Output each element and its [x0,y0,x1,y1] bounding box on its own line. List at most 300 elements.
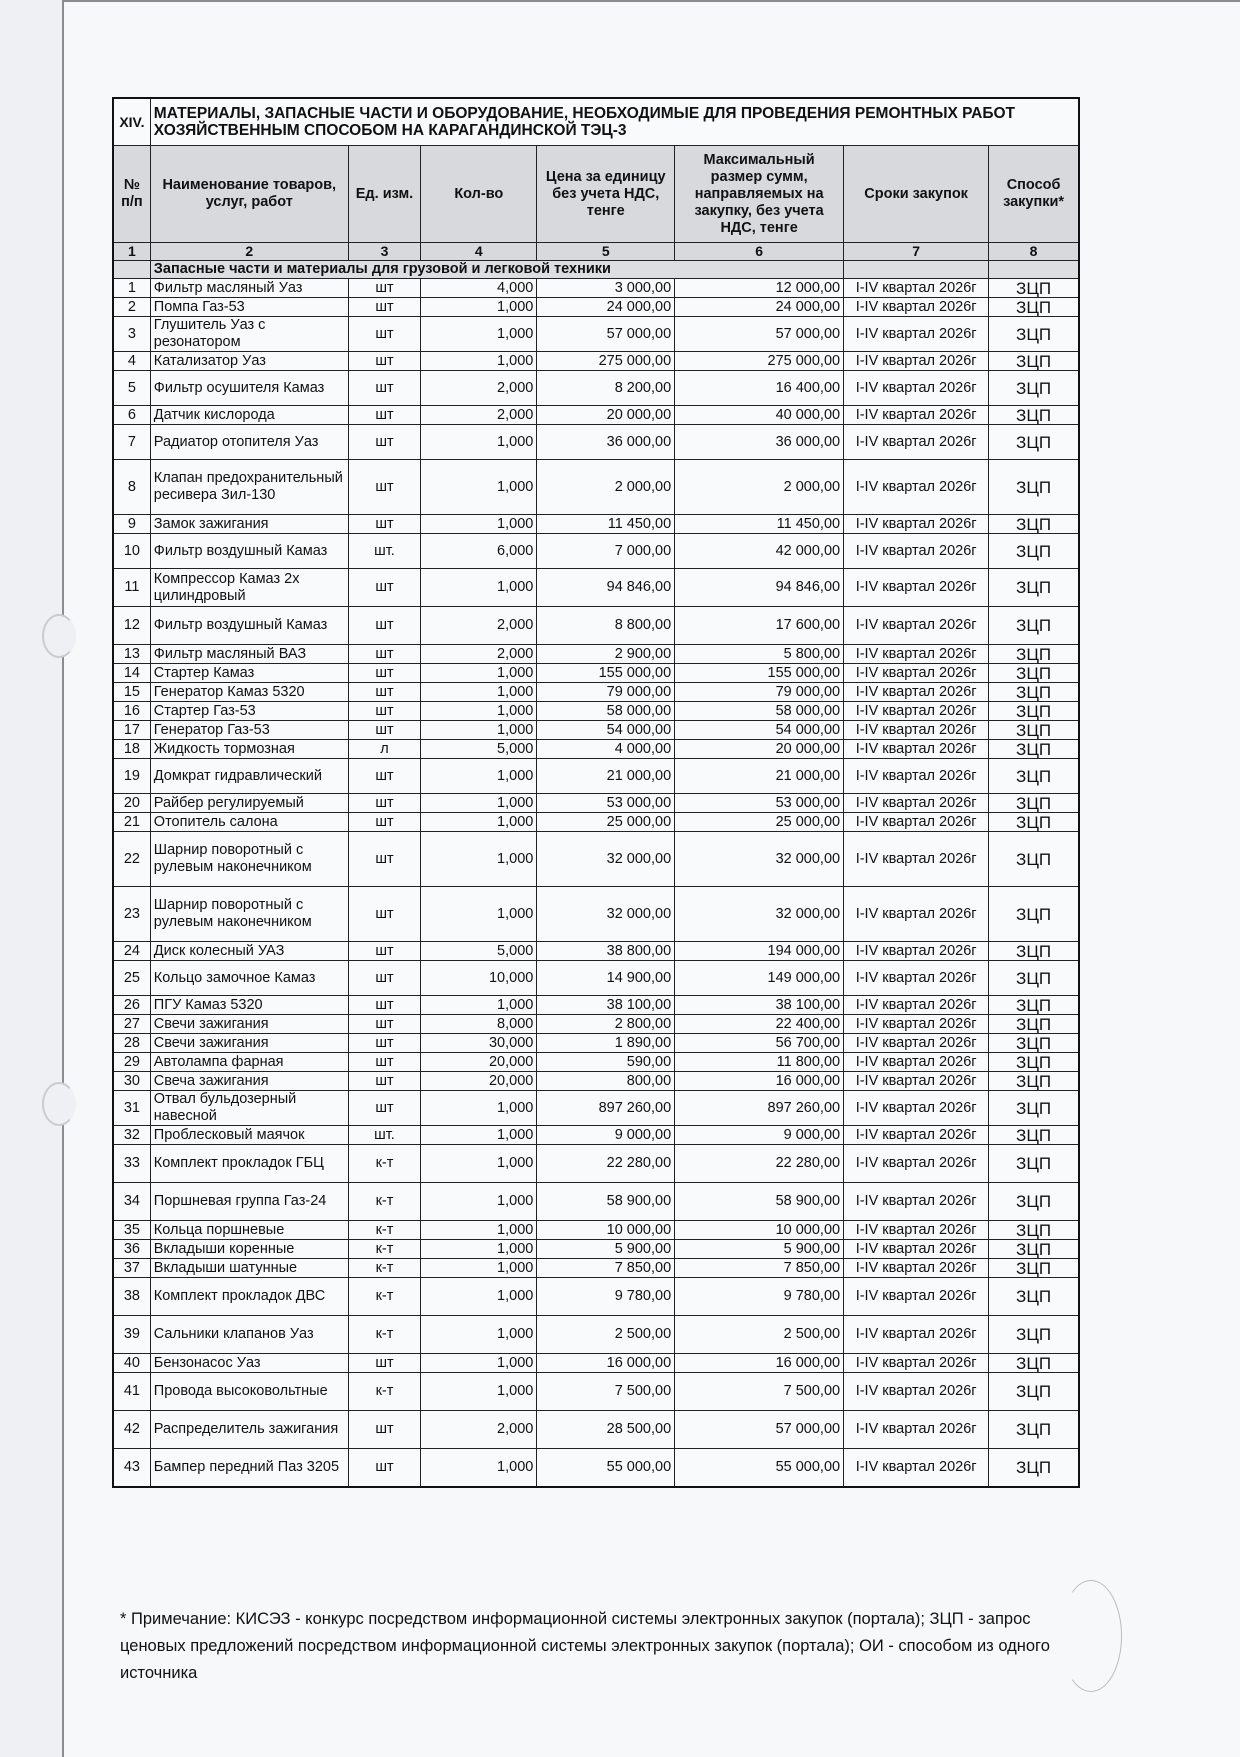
procurement-term: I-IV квартал 2026г [844,1354,989,1373]
unit: шт [348,317,421,352]
row-number: 17 [113,721,150,740]
unit-price: 8 200,00 [537,371,675,406]
item-name: Замок зажигания [150,515,348,534]
unit: шт [348,832,421,887]
procurement-method: ЗЦП [989,1015,1079,1034]
max-sum: 11 800,00 [675,1053,844,1072]
col-header-max-sum: Максимальный размер сумм, направляемых на закупку, без учета НДС, тенге [675,146,844,243]
unit: шт [348,759,421,794]
item-name: Поршневая группа Газ-24 [150,1183,348,1221]
row-number: 42 [113,1411,150,1449]
item-name: Датчик кислорода [150,406,348,425]
procurement-term: I-IV квартал 2026г [844,317,989,352]
item-name: Фильтр масляный ВАЗ [150,645,348,664]
col-index: 4 [421,243,537,261]
table-row [113,740,1079,759]
unit: шт [348,794,421,813]
table-row [113,1126,1079,1145]
procurement-term: I-IV квартал 2026г [844,942,989,961]
procurement-term: I-IV квартал 2026г [844,515,989,534]
quantity: 1,000 [421,298,537,317]
unit-price: 58 900,00 [537,1183,675,1221]
quantity: 1,000 [421,996,537,1015]
row-number: 2 [113,298,150,317]
unit: шт [348,569,421,607]
table-row [113,942,1079,961]
procurement-term: I-IV квартал 2026г [844,721,989,740]
procurement-term: I-IV квартал 2026г [844,1126,989,1145]
row-number: 22 [113,832,150,887]
procurement-method: ЗЦП [989,317,1079,352]
item-name: Комплект прокладок ГБЦ [150,1145,348,1183]
max-sum: 16 000,00 [675,1354,844,1373]
row-number: 11 [113,569,150,607]
unit: шт [348,1053,421,1072]
col-index: 8 [989,243,1079,261]
procurement-term: I-IV квартал 2026г [844,371,989,406]
procurement-term: I-IV квартал 2026г [844,740,989,759]
item-name: Шарнир поворотный с рулевым наконечником [150,832,348,887]
quantity: 1,000 [421,1354,537,1373]
procurement-method: ЗЦП [989,813,1079,832]
max-sum: 57 000,00 [675,317,844,352]
max-sum: 42 000,00 [675,534,844,569]
procurement-term: I-IV квартал 2026г [844,1316,989,1354]
col-index: 6 [675,243,844,261]
max-sum: 79 000,00 [675,683,844,702]
procurement-term: I-IV квартал 2026г [844,1411,989,1449]
row-number: 24 [113,942,150,961]
item-name: Домкрат гидравлический [150,759,348,794]
quantity: 1,000 [421,683,537,702]
max-sum: 9 780,00 [675,1278,844,1316]
unit: шт [348,515,421,534]
unit-price: 2 900,00 [537,645,675,664]
procurement-term: I-IV квартал 2026г [844,664,989,683]
table-row [113,515,1079,534]
unit-price: 58 000,00 [537,702,675,721]
procurement-term: I-IV квартал 2026г [844,569,989,607]
row-number: 25 [113,961,150,996]
unit-price: 32 000,00 [537,832,675,887]
item-name: Фильтр масляный Уаз [150,279,348,298]
procurement-method: ЗЦП [989,721,1079,740]
col-index: 5 [537,243,675,261]
table-row [113,887,1079,942]
max-sum: 12 000,00 [675,279,844,298]
table-row [113,664,1079,683]
row-number: 1 [113,279,150,298]
max-sum: 7 500,00 [675,1373,844,1411]
procurement-term: I-IV квартал 2026г [844,1240,989,1259]
row-number: 18 [113,740,150,759]
item-name: Помпа Газ-53 [150,298,348,317]
procurement-term: I-IV квартал 2026г [844,832,989,887]
procurement-term: I-IV квартал 2026г [844,961,989,996]
table-row [113,534,1079,569]
procurement-term: I-IV квартал 2026г [844,279,989,298]
item-name: Бампер передний Паз 3205 [150,1449,348,1487]
procurement-term: I-IV квартал 2026г [844,1259,989,1278]
max-sum: 57 000,00 [675,1411,844,1449]
procurement-method: ЗЦП [989,1449,1079,1487]
unit: шт [348,961,421,996]
procurement-method: ЗЦП [989,1373,1079,1411]
procurement-term: I-IV квартал 2026г [844,460,989,515]
procurement-term: I-IV квартал 2026г [844,425,989,460]
unit: шт [348,279,421,298]
category-row [113,261,1079,279]
table-row [113,1034,1079,1053]
unit: шт [348,460,421,515]
row-number: 38 [113,1278,150,1316]
row-number: 29 [113,1053,150,1072]
unit: шт [348,1449,421,1487]
unit: шт [348,425,421,460]
table-row [113,813,1079,832]
table-row [113,406,1079,425]
unit-price: 25 000,00 [537,813,675,832]
max-sum: 38 100,00 [675,996,844,1015]
table-row [113,683,1079,702]
item-name: Свечи зажигания [150,1034,348,1053]
procurement-term: I-IV квартал 2026г [844,1449,989,1487]
procurement-method: ЗЦП [989,759,1079,794]
unit: к-т [348,1259,421,1278]
max-sum: 9 000,00 [675,1126,844,1145]
item-name: Провода высоковольтные [150,1373,348,1411]
procurement-method: ЗЦП [989,942,1079,961]
table-row [113,460,1079,515]
table-row [113,1373,1079,1411]
unit-price: 590,00 [537,1053,675,1072]
max-sum: 36 000,00 [675,425,844,460]
unit: шт [348,664,421,683]
quantity: 1,000 [421,1145,537,1183]
max-sum: 11 450,00 [675,515,844,534]
col-index: 7 [844,243,989,261]
procurement-term: I-IV квартал 2026г [844,702,989,721]
row-number: 7 [113,425,150,460]
procurement-term: I-IV квартал 2026г [844,352,989,371]
max-sum: 21 000,00 [675,759,844,794]
quantity: 1,000 [421,1221,537,1240]
unit-price: 79 000,00 [537,683,675,702]
max-sum: 24 000,00 [675,298,844,317]
row-number: 5 [113,371,150,406]
procurement-method: ЗЦП [989,887,1079,942]
unit-price: 800,00 [537,1072,675,1091]
item-name: Отвал бульдозерный навесной [150,1091,348,1126]
procurement-method: ЗЦП [989,515,1079,534]
row-number: 39 [113,1316,150,1354]
max-sum: 58 000,00 [675,702,844,721]
unit: шт [348,1354,421,1373]
unit: шт [348,1411,421,1449]
procurement-term: I-IV квартал 2026г [844,1373,989,1411]
procurement-term: I-IV квартал 2026г [844,298,989,317]
max-sum: 94 846,00 [675,569,844,607]
procurement-method: ЗЦП [989,683,1079,702]
procurement-method: ЗЦП [989,352,1079,371]
row-number: 8 [113,460,150,515]
item-name: Автолампа фарная [150,1053,348,1072]
quantity: 1,000 [421,1316,537,1354]
table-row [113,569,1079,607]
row-number: 40 [113,1354,150,1373]
row-number: 31 [113,1091,150,1126]
item-name: Фильтр осушителя Камаз [150,371,348,406]
unit-price: 16 000,00 [537,1354,675,1373]
unit-price: 57 000,00 [537,317,675,352]
table-row [113,1015,1079,1034]
unit-price: 11 450,00 [537,515,675,534]
unit-price: 21 000,00 [537,759,675,794]
unit: к-т [348,1145,421,1183]
procurement-method: ЗЦП [989,425,1079,460]
table-row [113,702,1079,721]
row-number: 36 [113,1240,150,1259]
unit-price: 8 800,00 [537,607,675,645]
col-header-number: № п/п [113,146,150,243]
table-row [113,759,1079,794]
procurement-method: ЗЦП [989,1278,1079,1316]
procurement-method: ЗЦП [989,645,1079,664]
footnote: * Примечание: КИСЭЗ - конкурс посредством информационной системы электронных закупок (портала); ЗЦП - запрос ценовых предложений посредством информационной системы электронных закупок (портала); ОИ - способом из одного источника [120,1610,1050,1682]
unit-price: 2 800,00 [537,1015,675,1034]
table-row [113,721,1079,740]
unit-price: 94 846,00 [537,569,675,607]
procurement-method: ЗЦП [989,534,1079,569]
procurement-method: ЗЦП [989,702,1079,721]
item-name: Жидкость тормозная [150,740,348,759]
procurement-method: ЗЦП [989,279,1079,298]
item-name: Проблесковый маячок [150,1126,348,1145]
unit-price: 24 000,00 [537,298,675,317]
max-sum: 53 000,00 [675,794,844,813]
unit-price: 897 260,00 [537,1091,675,1126]
quantity: 1,000 [421,515,537,534]
unit: к-т [348,1278,421,1316]
quantity: 6,000 [421,534,537,569]
unit: шт [348,298,421,317]
table-row [113,1221,1079,1240]
table-row [113,996,1079,1015]
quantity: 1,000 [421,1278,537,1316]
unit: шт [348,887,421,942]
procurement-method: ЗЦП [989,1240,1079,1259]
max-sum: 20 000,00 [675,740,844,759]
row-number: 41 [113,1373,150,1411]
table-row [113,961,1079,996]
quantity: 1,000 [421,569,537,607]
max-sum: 155 000,00 [675,664,844,683]
punch-hole-mark [42,614,76,658]
max-sum: 58 900,00 [675,1183,844,1221]
unit: к-т [348,1221,421,1240]
quantity: 1,000 [421,1259,537,1278]
item-name: Кольцо замочное Камаз [150,961,348,996]
table-row [113,298,1079,317]
table-row [113,1053,1079,1072]
col-header-name: Наименование товаров, услуг, работ [150,146,348,243]
unit: к-т [348,1183,421,1221]
item-name: Стартер Газ-53 [150,702,348,721]
max-sum: 16 000,00 [675,1072,844,1091]
quantity: 1,000 [421,1449,537,1487]
column-index-row [113,243,1079,261]
unit: шт [348,942,421,961]
row-number: 20 [113,794,150,813]
section-number: XIV. [113,98,150,146]
row-number: 43 [113,1449,150,1487]
procurement-term: I-IV квартал 2026г [844,1072,989,1091]
quantity: 1,000 [421,721,537,740]
procurement-method: ЗЦП [989,1091,1079,1126]
unit: л [348,740,421,759]
procurement-method: ЗЦП [989,1221,1079,1240]
procurement-term: I-IV квартал 2026г [844,607,989,645]
unit: шт [348,996,421,1015]
table-row [113,794,1079,813]
quantity: 1,000 [421,425,537,460]
procurement-term: I-IV квартал 2026г [844,1145,989,1183]
section-title: МАТЕРИАЛЫ, ЗАПАСНЫЕ ЧАСТИ И ОБОРУДОВАНИЕ, НЕОБХОДИМЫЕ ДЛЯ ПРОВЕДЕНИЯ РЕМОНТНЫХ РАБОТ ХОЗЯЙСТВЕННЫМ СПОСОБОМ НА КАРАГАНДИНСКОЙ ТЭЦ-3 [150,98,1079,146]
col-index: 2 [150,243,348,261]
procurement-method: ЗЦП [989,1259,1079,1278]
row-number: 32 [113,1126,150,1145]
unit-price: 53 000,00 [537,794,675,813]
quantity: 2,000 [421,645,537,664]
procurement-method: ЗЦП [989,740,1079,759]
quantity: 20,000 [421,1053,537,1072]
procurement-method: ЗЦП [989,961,1079,996]
table-row [113,1091,1079,1126]
procurement-method: ЗЦП [989,832,1079,887]
column-header-row [113,146,1079,243]
quantity: 1,000 [421,887,537,942]
max-sum: 5 900,00 [675,1240,844,1259]
item-name: Фильтр воздушный Камаз [150,534,348,569]
unit: шт [348,1091,421,1126]
quantity: 2,000 [421,406,537,425]
category-title: Запасные части и материалы для грузовой и легковой техники [150,261,843,279]
row-number: 33 [113,1145,150,1183]
unit-price: 36 000,00 [537,425,675,460]
table-row [113,1240,1079,1259]
unit: шт [348,1072,421,1091]
unit: шт [348,607,421,645]
unit-price: 1 890,00 [537,1034,675,1053]
row-number: 14 [113,664,150,683]
item-name: Диск колесный УАЗ [150,942,348,961]
procurement-term: I-IV квартал 2026г [844,406,989,425]
row-number: 4 [113,352,150,371]
quantity: 1,000 [421,1240,537,1259]
table-row [113,645,1079,664]
procurement-method: ЗЦП [989,1126,1079,1145]
item-name: Радиатор отопителя Уаз [150,425,348,460]
quantity: 1,000 [421,1091,537,1126]
item-name: Генератор Газ-53 [150,721,348,740]
unit: шт [348,645,421,664]
col-header-term: Сроки закупок [844,146,989,243]
quantity: 2,000 [421,1411,537,1449]
procurement-method: ЗЦП [989,1072,1079,1091]
item-name: Сальники клапанов Уаз [150,1316,348,1354]
unit: шт [348,1015,421,1034]
unit-price: 155 000,00 [537,664,675,683]
max-sum: 16 400,00 [675,371,844,406]
procurement-term: I-IV квартал 2026г [844,1053,989,1072]
procurement-method: ЗЦП [989,794,1079,813]
item-name: Вкладыши коренные [150,1240,348,1259]
unit-price: 3 000,00 [537,279,675,298]
procurement-method: ЗЦП [989,1145,1079,1183]
unit-price: 2 000,00 [537,460,675,515]
item-name: Распределитель зажигания [150,1411,348,1449]
quantity: 8,000 [421,1015,537,1034]
table-row [113,352,1079,371]
procurement-method: ЗЦП [989,460,1079,515]
max-sum: 897 260,00 [675,1091,844,1126]
procurement-term: I-IV квартал 2026г [844,1278,989,1316]
procurement-method: ЗЦП [989,1183,1079,1221]
quantity: 10,000 [421,961,537,996]
max-sum: 2 500,00 [675,1316,844,1354]
table-row [113,1354,1079,1373]
table-row [113,317,1079,352]
item-name: Бензонасос Уаз [150,1354,348,1373]
procurement-method: ЗЦП [989,1053,1079,1072]
unit-price: 9 780,00 [537,1278,675,1316]
unit-price: 54 000,00 [537,721,675,740]
procurement-term: I-IV квартал 2026г [844,1183,989,1221]
quantity: 1,000 [421,460,537,515]
quantity: 1,000 [421,317,537,352]
row-number: 10 [113,534,150,569]
section-title-row [113,98,1079,146]
quantity: 1,000 [421,813,537,832]
item-name: Фильтр воздушный Камаз [150,607,348,645]
item-name: Генератор Камаз 5320 [150,683,348,702]
procurement-table [112,97,1080,1488]
unit-price: 9 000,00 [537,1126,675,1145]
quantity: 1,000 [421,832,537,887]
col-header-price: Цена за единицу без учета НДС, тенге [537,146,675,243]
table-row [113,607,1079,645]
quantity: 1,000 [421,1373,537,1411]
table-row [113,1072,1079,1091]
procurement-term: I-IV квартал 2026г [844,1221,989,1240]
row-number: 15 [113,683,150,702]
item-name: Шарнир поворотный с рулевым наконечником [150,887,348,942]
row-number: 3 [113,317,150,352]
unit-price: 14 900,00 [537,961,675,996]
item-name: Глушитель Уаз с резонатором [150,317,348,352]
col-index: 1 [113,243,150,261]
table-row [113,1411,1079,1449]
procurement-method: ЗЦП [989,406,1079,425]
row-number: 28 [113,1034,150,1053]
unit: к-т [348,1240,421,1259]
item-name: Стартер Камаз [150,664,348,683]
row-number: 23 [113,887,150,942]
unit: шт [348,371,421,406]
max-sum: 22 400,00 [675,1015,844,1034]
quantity: 2,000 [421,607,537,645]
item-name: Катализатор Уаз [150,352,348,371]
